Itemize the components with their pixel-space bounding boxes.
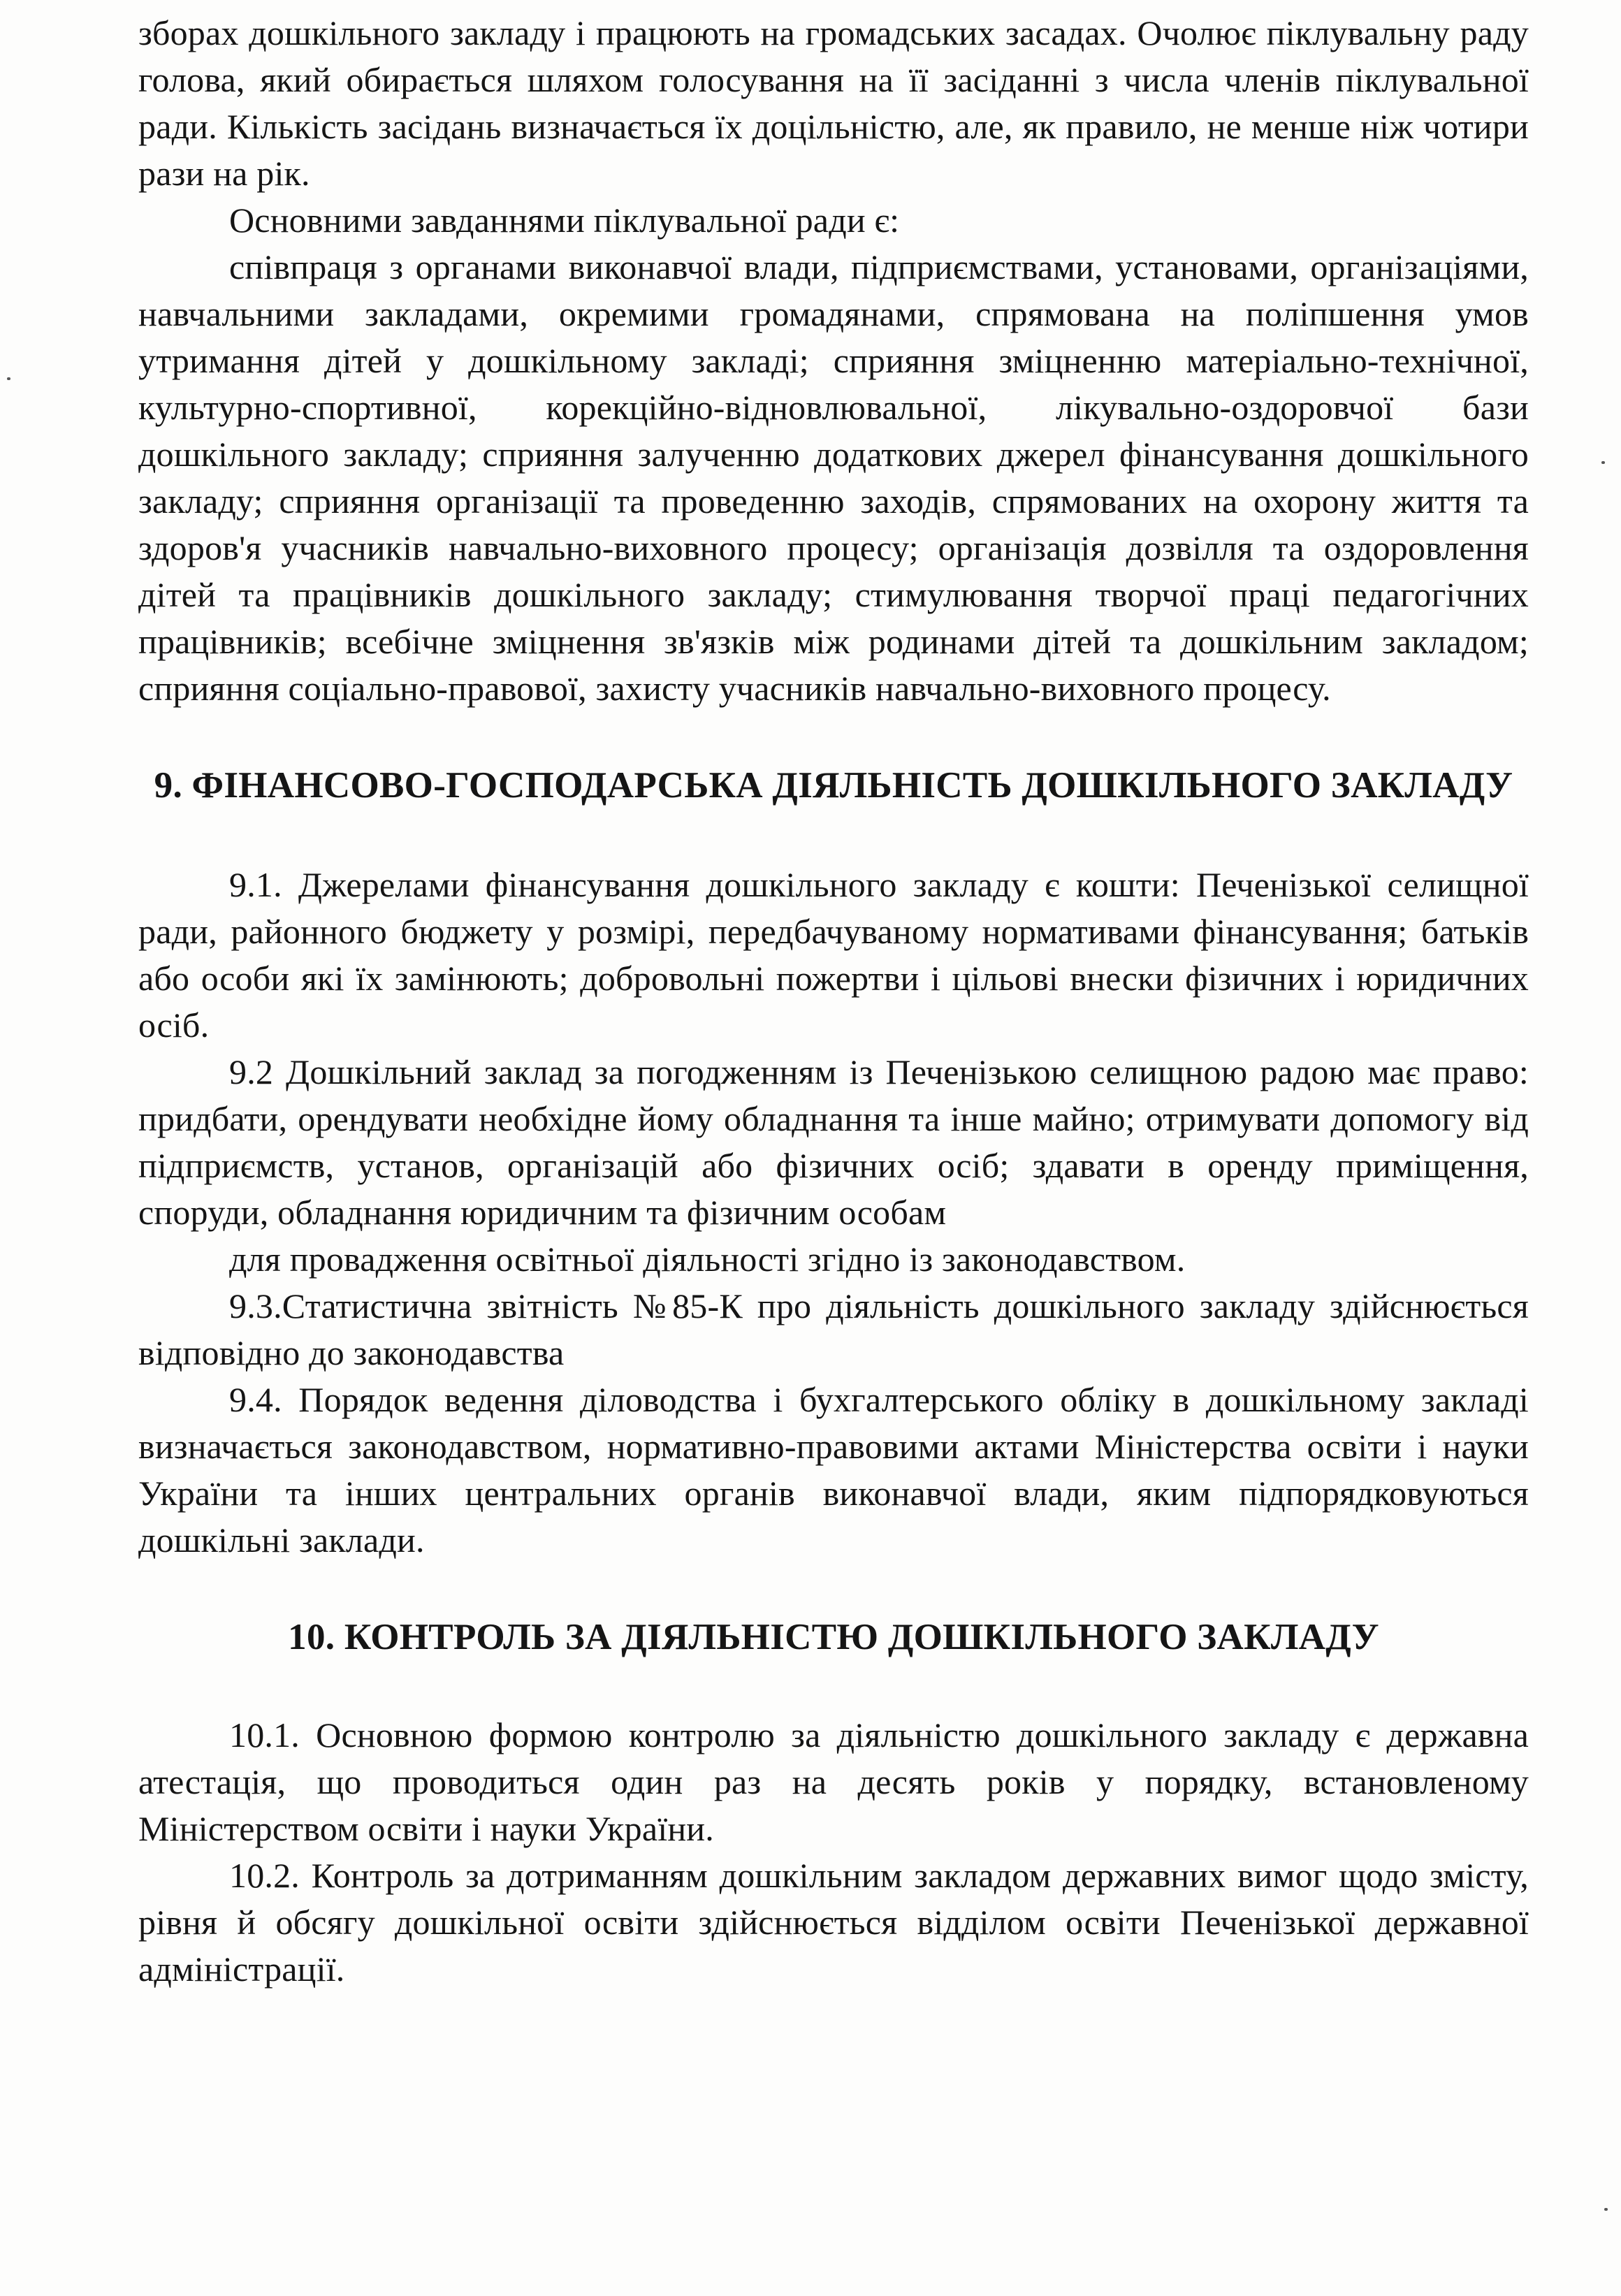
section-9-4: 9.4. Порядок ведення діловодства і бухгалтерського обліку в дошкільному закладі визначається законодавством, нормативно-правовими актами Міністерства освіти і науки України та інших центральних органів виконавчої влади, яким підпорядковуються дошкільні заклади.	[138, 1380, 1529, 1560]
scan-speck	[7, 377, 10, 380]
section-9-1: 9.1. Джерелами фінансування дошкільного закладу є кошти: Печенізької селищної ради, районного бюджету у розмірі, передбачуваному нормативами фінансування; батьків або особи які їх замінюють; добровольні пожертви і цільові внески фізичних і юридичних осіб.	[138, 865, 1529, 1045]
tasks-intro: Основними завданнями піклувальної ради є:	[229, 201, 900, 240]
scan-speck	[1601, 461, 1605, 464]
section-9-2-continued: для провадження освітньої діяльності згідно із законодавством.	[229, 1240, 1186, 1279]
tasks-body: співпраця з органами виконавчої влади, підприємствами, установами, організаціями, навчальними закладами, окремими громадянами, спрямована на поліпшення умов утримання дітей у дошкільному закладі; сприяння зміцненню матеріально-технічної, культурно-спортивної, корекційно-відновлювальної, лікувально-оздоровчої бази дошкільного закладу; сприяння залученню додаткових джерел фінансування дошкільного закладу; сприяння організації та проведенню заходів, спрямованих на охорону життя та здоров'я учасників навчально-виховного процесу; організація дозвілля та оздоровлення дітей та працівників дошкільного закладу; стимулювання творчої праці педагогічних працівників; всебічне зміцнення зв'язків між родинами дітей та дошкільним закладом; сприяння соціально-правової, захисту учасників навчально-виховного процесу.	[138, 247, 1529, 708]
scan-speck	[1604, 2208, 1608, 2211]
section-10-2: 10.2. Контроль за дотриманням дошкільним закладом державних вимог щодо змісту, рівня й обсягу дошкільної освіти здійснюється відділом освіти Печенізької державної адміністрації.	[138, 1856, 1529, 1989]
section-10-1: 10.1. Основною формою контролю за діяльністю дошкільного закладу є державна атестація, що проводиться один раз на десять років у порядку, встановленому Міністерством освіти і науки України.	[138, 1715, 1529, 1848]
section-10-heading: 10. КОНТРОЛЬ ЗА ДІЯЛЬНІСТЮ ДОШКІЛЬНОГО ЗАКЛАДУ	[288, 1617, 1379, 1657]
section-9-heading: 9. ФІНАНСОВО-ГОСПОДАРСЬКА ДІЯЛЬНІСТЬ ДОШКІЛЬНОГО ЗАКЛАДУ	[154, 765, 1513, 806]
section-9-3: 9.3.Статистична звітність №85-К про діяльність дошкільного закладу здійснюється відповідно до законодавства	[138, 1286, 1529, 1372]
intro-paragraph: зборах дошкільного закладу і працюють на громадських засадах. Очолює піклувальну раду голова, який обирається шляхом голосування на її засіданні з числа членів піклувальної ради. Кількість засідань визначається їх доцільністю, але, як правило, не менше ніж чотири рази на рік.	[138, 13, 1529, 193]
section-9-2: 9.2 Дошкільний заклад за погодженням із Печенізькою селищною радою має право: придбати, орендувати необхідне йому обладнання та інше майно; отримувати допомогу від підприємств, установ, організацій або фізичних осіб; здавати в оренду приміщення, споруди, обладнання юридичним та фізичним особам	[138, 1052, 1529, 1232]
document-body	[138, 10, 1529, 1993]
